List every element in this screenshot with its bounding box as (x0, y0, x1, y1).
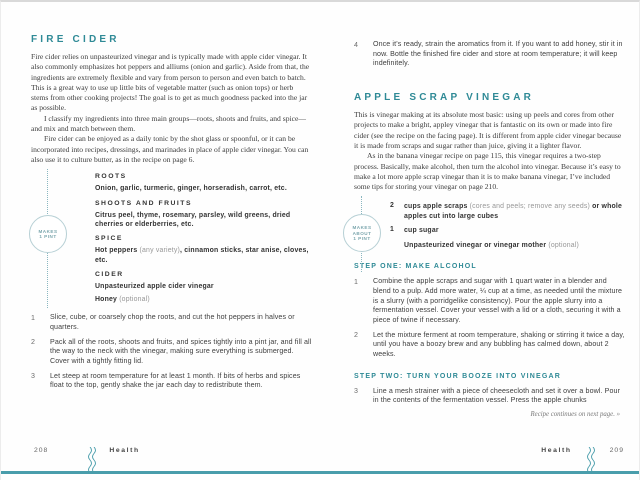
instruction-step (354, 331, 626, 360)
section-label: Health (541, 447, 572, 454)
intro-paragraph: As in the banana vinegar recipe on page 115, this vinegar requires a two-step process. Basically, make alcohol, then turn the alcohol into vinegar. Because it’s easy to make a lot more apple scrap vinegar than it is to make banana vinegar, I’ve included some tips for storing your vinegar on page 210. (354, 151, 621, 192)
yield-badge (343, 214, 381, 252)
yield-badge-line: ABOUT (352, 230, 372, 236)
step-section-heading: STEP ONE: MAKE ALCOHOL (354, 263, 477, 271)
ingredient-line: Hot peppers (any variety), cinnamon sticks, star anise, cloves, etc. (95, 247, 309, 264)
yield-badge-line: 1 PINT (39, 234, 57, 240)
ingredient-line: Onion, garlic, turmeric, ginger, horseradish, carrot, etc. (95, 185, 287, 193)
right-page (354, 40, 626, 418)
step-number: 2 (354, 331, 358, 340)
ingredient-group-header: CIDER (95, 271, 124, 279)
step-text: Let the mixture ferment at room temperature, shaking or stirring it twice a day, until you have a boozy brew and any bubbling has calmed down, about 2 weeks. (373, 330, 625, 359)
bottom-accent-rule (1, 471, 639, 474)
step-text: Combine the apple scraps and sugar with 1 quart water in a blender and blend to a pulp. Add more water, ¼ cup at a time, as needed until the mixture is a slurry (with a porridgelike consistency). Pour the apple slurry into a fermentation vessel. Cover your vessel with a lid or a cloth, securing it with a piece of twine if necessary. (373, 277, 623, 324)
instruction-steps (31, 313, 312, 391)
intro-paragraph: Fire cider relies on unpasteurized vinegar and is typically made with apple cider vinegar. It also commonly emphasizes hot peppers and alliums (onion and garlic). Aside from that, the ingredients are extremely flexible and vary from person to person and even batch to batch. This is a great way to use up little bits of vegetable matter (such as onion tops) or herb stems from other cooking projects! The goal is to get as much goodness packed into the jar as possible. (31, 52, 310, 113)
step-text: Line a mesh strainer with a piece of cheesecloth and set it over a bowl. Pour in the contents of the fermentation vessel. Press the apple chunks (373, 386, 621, 405)
yield-badge-line: MAKES (352, 225, 372, 231)
step-text: Slice, cube, or coarsely chop the roots, and cut the hot peppers in halves or quarters. (50, 313, 295, 331)
left-page-footer (34, 447, 140, 473)
step-number: 2 (31, 338, 35, 347)
recipe-title-fire-cider: FIRE CIDER (31, 34, 120, 45)
recipe-title-apple-scrap-vinegar: APPLE SCRAP VINEGAR (354, 92, 535, 104)
wave-icon (586, 447, 596, 473)
ingredient-list (352, 202, 626, 250)
step-number: 3 (354, 387, 358, 396)
yield-badge-line: 1 PINT (353, 236, 371, 242)
ingredient-line: Unpasteurized apple cider vinegar (95, 283, 214, 291)
instruction-step-continued (354, 40, 626, 69)
instruction-step (354, 277, 626, 326)
ingredient-line: Honey (optional) (95, 295, 150, 303)
ingredient-quantity: 2 (390, 202, 394, 210)
ingredient-line: Unpasteurized vinegar or vinegar mother (optional) (390, 241, 626, 250)
intro-paragraph: This is vinegar making at its absolute most basic: using up peels and cores from other projects to make a bright, appley vinegar that is fantastic on its own or made into fire cider (see the recipe on the facing page). It is different from apple cider vinegar because it is made from scraps and sugar rather than juice, giving it a lighter flavor. (354, 110, 622, 150)
instruction-step (31, 372, 312, 391)
step-number: 1 (31, 313, 35, 322)
step-section-heading: STEP TWO: TURN YOUR BOOZE INTO VINEGAR (354, 372, 561, 380)
instruction-step (31, 338, 312, 367)
ingredient-group-header: SHOOTS AND FRUITS (95, 199, 192, 207)
yield-badge (29, 215, 67, 253)
ingredient-line: 2 cups apple scraps (cores and peels; remove any seeds) or whole apples cut into large cubes (390, 202, 623, 220)
ingredient-quantity (390, 241, 404, 250)
yield-badge-line: MAKES (38, 228, 58, 234)
step-number: 1 (354, 277, 358, 286)
step-text: Pack all of the roots, shoots and fruits, and spices tightly into a pint jar, and fill all the way to the neck with the vinegar, making sure everything is submerged. Cover with a tightly fitting lid. (50, 337, 312, 365)
page-number: 208 (34, 447, 49, 454)
continuation-note: Recipe continues on next page. » (530, 411, 620, 419)
intro-paragraph: I classify my ingredients into three main groups—roots, shoots and fruits, and spice—and mix and match between them. (31, 113, 306, 134)
step-number: 4 (354, 40, 358, 49)
step-text: Let steep at room temperature for at least 1 month. If bits of herbs and spices float to the top, gently shake the jar each day to redistribute them. (50, 371, 301, 390)
right-page-footer (541, 447, 624, 473)
ingredient-group-header: SPICE (95, 235, 123, 243)
page-number: 209 (609, 447, 624, 454)
section-label: Health (109, 447, 140, 454)
ingredient-list (38, 173, 312, 304)
ingredient-line: 1 cup sugar (390, 226, 439, 235)
step-number: 3 (31, 372, 35, 381)
ingredient-group-header: ROOTS (95, 173, 127, 181)
instruction-step (31, 313, 312, 332)
instruction-steps (354, 277, 626, 360)
ingredient-line: Citrus peel, thyme, rosemary, parsley, wild greens, dried cherries or elderberries, etc. (95, 211, 291, 229)
intro-paragraph: Fire cider can be enjoyed as a daily tonic by the shot glass or spoonful, or it can be incorporated into recipes, dressings, and marinades in place of apple cider vinegar. You can also use it to culture butter, as in the recipe on page 6. (31, 134, 309, 164)
step-text: Once it’s ready, strain the aromatics from it. If you want to add honey, stir it in now. Bottle the finished fire cider and store at room temperature; it will keep indefinitely. (373, 40, 623, 68)
ingredient-quantity: 1 (390, 226, 394, 234)
instruction-step (354, 387, 626, 406)
left-page (31, 34, 312, 396)
wave-icon (87, 447, 97, 473)
instruction-steps (354, 387, 626, 406)
